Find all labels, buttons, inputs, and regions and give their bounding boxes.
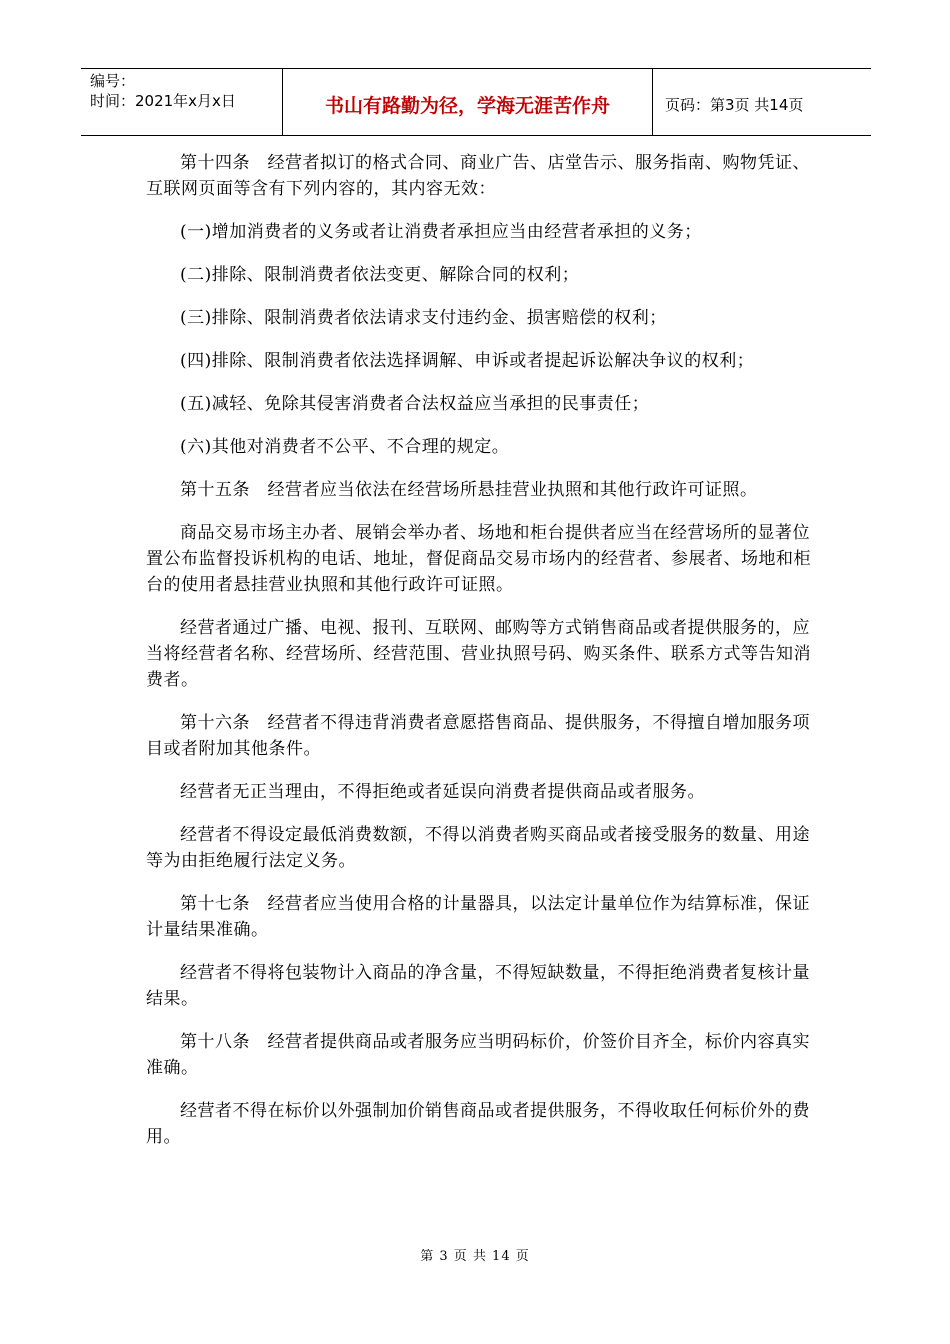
footer-page-number: 第 3 页 共 14 页 (420, 1249, 530, 1264)
document-number-label: 编号： (90, 72, 136, 90)
paragraph: 经营者通过广播、电视、报刊、互联网、邮购等方式销售商品或者提供服务的，应当将经营者名称、经营场所、经营范围、营业执照号码、购买条件、联系方式等告知消费者。 (146, 618, 811, 690)
document-date: 时间：2021年x月x日 (90, 92, 236, 110)
paragraph: 经营者不得设定最低消费数额，不得以消费者购买商品或者接受服务的数量、用途等为由拒绝履行法定义务。 (146, 825, 810, 871)
page-footer (0, 1245, 950, 1264)
paragraph: (四)排除、限制消费者依法选择调解、申诉或者提起诉讼解决争议的权利； (180, 351, 755, 371)
page-header (81, 68, 871, 136)
paragraph: 第十七条 经营者应当使用合格的计量器具，以法定计量单位作为结算标准，保证计量结果准确。 (146, 894, 810, 940)
header-meta (81, 69, 283, 135)
paragraph: 第十八条 经营者提供商品或者服务应当明码标价，价签价目齐全，标价内容真实准确。 (146, 1032, 810, 1078)
paragraph: 经营者无正当理由，不得拒绝或者延误向消费者提供商品或者服务。 (180, 782, 705, 802)
paragraph: (二)排除、限制消费者依法变更、解除合同的权利； (180, 265, 580, 285)
header-page-info: 页码：第3页 共14页 (665, 95, 804, 114)
paragraph: (一)增加消费者的义务或者让消费者承担应当由经营者承担的义务； (180, 222, 702, 242)
paragraph: (六)其他对消费者不公平、不合理的规定。 (180, 437, 510, 457)
paragraph: 商品交易市场主办者、展销会举办者、场地和柜台提供者应当在经营场所的显著位置公布监督投诉机构的电话、地址，督促商品交易市场内的经营者、参展者、场地和柜台的使用者悬挂营业执照和其他行政许可证照。 (146, 523, 811, 595)
paragraph: (三)排除、限制消费者依法请求支付违约金、损害赔偿的权利； (180, 308, 667, 328)
paragraph: 经营者不得将包装物计入商品的净含量，不得短缺数量，不得拒绝消费者复核计量结果。 (146, 963, 810, 1009)
paragraph: 经营者不得在标价以外强制加价销售商品或者提供服务，不得收取任何标价外的费用。 (146, 1101, 810, 1147)
paragraph: 第十五条 经营者应当依法在经营场所悬挂营业执照和其他行政许可证照。 (180, 480, 758, 500)
paragraph: 第十四条 经营者拟订的格式合同、商业广告、店堂告示、服务指南、购物凭证、互联网页面等含有下列内容的，其内容无效： (146, 153, 810, 199)
paragraph: 第十六条 经营者不得违背消费者意愿搭售商品、提供服务，不得擅自增加服务项目或者附加其他条件。 (146, 713, 810, 759)
header-motto: 书山有路勤为径，学海无涯苦作舟 (283, 69, 653, 135)
document-body (146, 150, 812, 1167)
paragraph: (五)减轻、免除其侵害消费者合法权益应当承担的民事责任； (180, 394, 650, 414)
